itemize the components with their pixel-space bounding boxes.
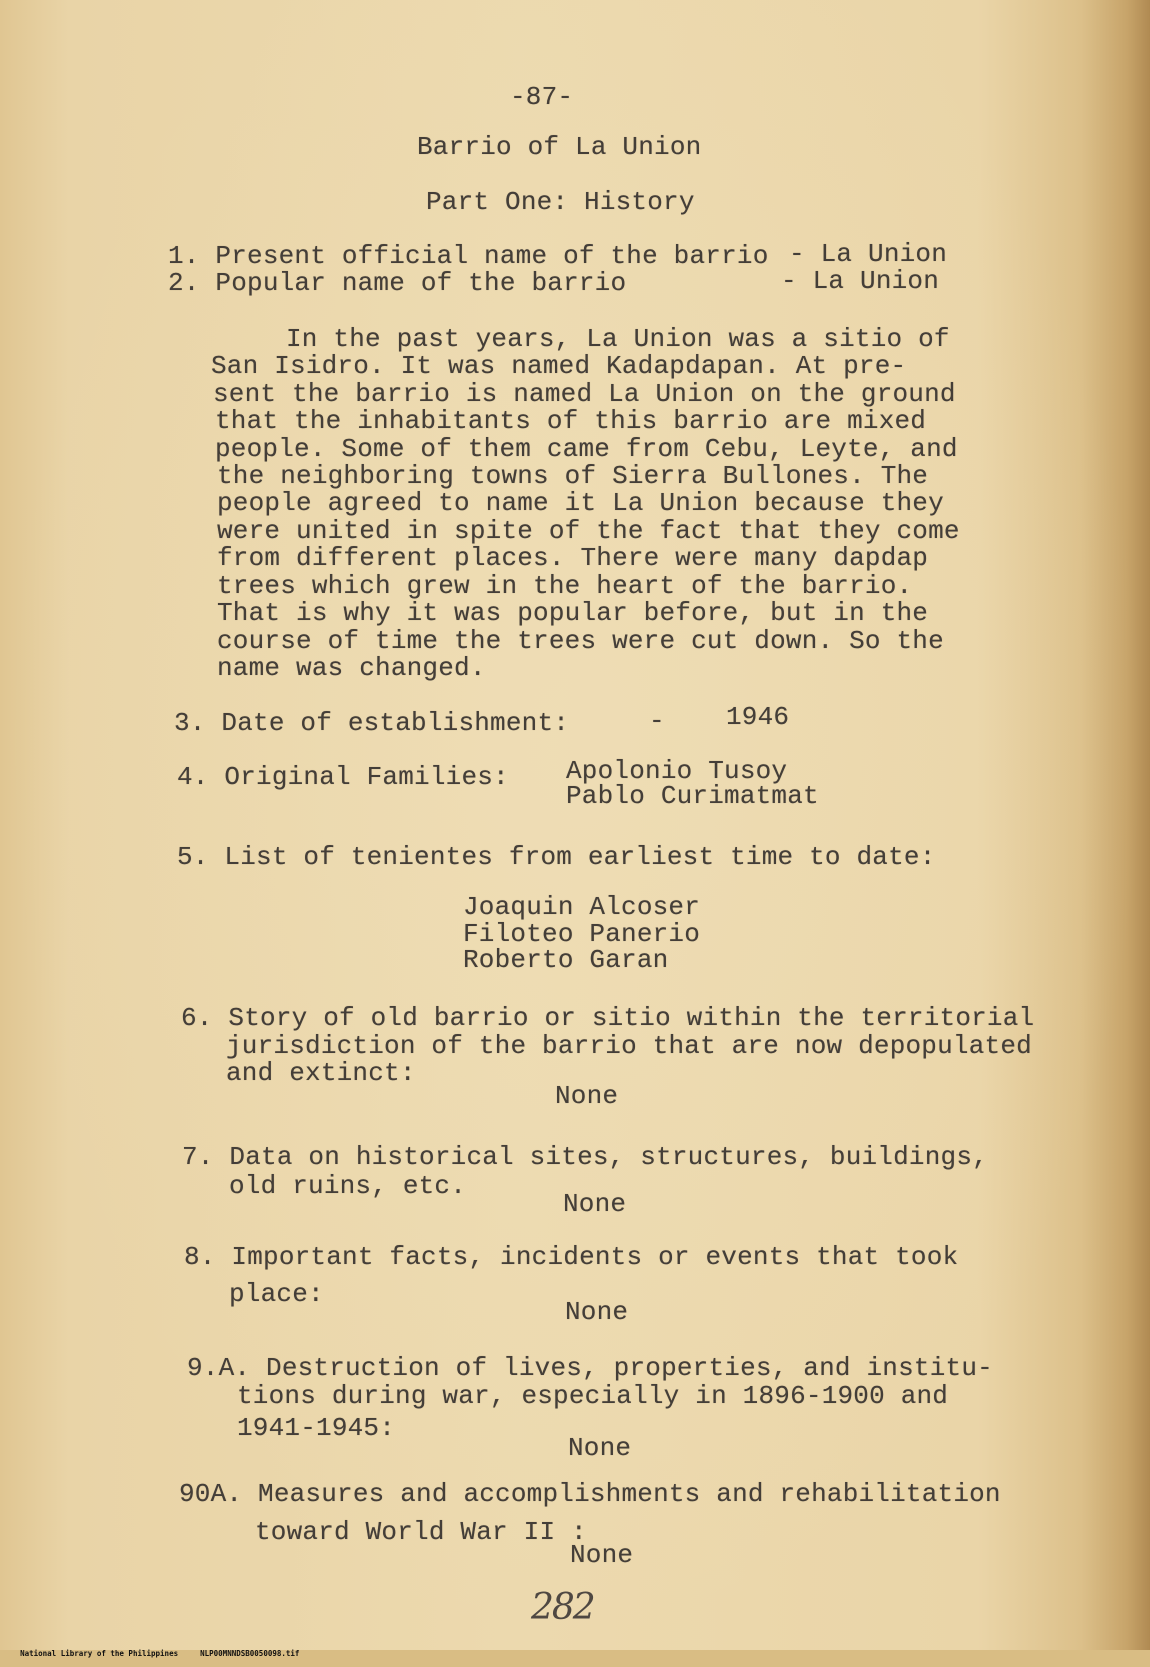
item-7-answer: None — [563, 1189, 627, 1219]
footer-library: National Library of the Philippines — [20, 1649, 179, 1658]
item-8-line: 8. Important facts, incidents or events that took — [184, 1242, 959, 1272]
teniente-name: Filoteo Panerio — [463, 919, 701, 949]
handwritten-page-number: 282 — [531, 1587, 594, 1628]
item-9a-answer: None — [568, 1433, 632, 1463]
teniente-name: Roberto Garan — [463, 945, 669, 975]
part-heading: Part One: History — [426, 187, 695, 217]
history-line: people agreed to name it La Union because they — [217, 488, 944, 518]
history-line: name was changed. — [217, 653, 486, 683]
history-line: from different places. There were many dapdap — [217, 543, 929, 573]
original-family: Apolonio Tusoy — [566, 756, 788, 786]
history-line: that the inhabitants of this barrio are mixed — [215, 406, 927, 436]
history-line: That is why it was popular before, but in the — [217, 598, 929, 628]
item-2-label: 2. Popular name of the barrio — [168, 268, 627, 298]
teniente-name: Joaquin Alcoser — [463, 892, 701, 922]
item-8-answer: None — [565, 1297, 629, 1327]
item-8-line: place: — [229, 1279, 324, 1309]
item-2-value: - La Union — [781, 266, 940, 296]
scan-footer — [2, 1640, 321, 1658]
history-line: In the past years, La Union was a sitio of — [286, 324, 950, 354]
item-5-label: 5. List of tenientes from earliest time to date: — [177, 842, 936, 872]
history-line: were united in spite of the fact that they come — [217, 516, 960, 546]
item-9b-answer: None — [570, 1540, 634, 1570]
item-9a-line: tions during war, especially in 1896-1900 and — [237, 1381, 949, 1411]
item-6-line: 6. Story of old barrio or sitio within the territorial — [181, 1003, 1035, 1033]
history-line: San Isidro. It was named Kadapdapan. At pre- — [211, 351, 907, 381]
history-line: people. Some of them came from Cebu, Leyte, and — [215, 434, 958, 464]
item-6-answer: None — [555, 1081, 619, 1111]
item-9a-line: 9.A. Destruction of lives, properties, and institu- — [187, 1353, 993, 1383]
item-9a-line: 1941-1945: — [237, 1413, 396, 1443]
item-1-label: 1. Present official name of the barrio — [168, 241, 769, 271]
footer-file: NLP00MNNDSB0050098.tif — [200, 1649, 300, 1658]
item-9b-line: toward World War II : — [255, 1517, 587, 1547]
original-family: Pablo Curimatmat — [566, 781, 819, 811]
item-7-line: old ruins, etc. — [229, 1171, 467, 1201]
item-1-value: - La Union — [789, 239, 948, 269]
item-3-label: 3. Date of establishment: — [174, 708, 570, 738]
page-number: -87- — [510, 82, 574, 112]
history-line: course of time the trees were cut down. So the — [217, 626, 944, 656]
history-line: sent the barrio is named La Union on the ground — [213, 379, 956, 409]
item-4-label: 4. Original Families: — [177, 762, 509, 792]
item-3-dash: - — [649, 706, 665, 736]
item-9b-line: 90A. Measures and accomplishments and rehabilitation — [179, 1479, 1001, 1509]
history-line: the neighboring towns of Sierra Bullones. The — [217, 461, 929, 491]
document-title: Barrio of La Union — [417, 132, 702, 162]
history-line: trees which grew in the heart of the barrio. — [217, 571, 913, 601]
item-7-line: 7. Data on historical sites, structures, buildings, — [182, 1142, 988, 1172]
item-6-line: and extinct: — [226, 1058, 416, 1088]
item-6-line: jurisdiction of the barrio that are now depopulated — [226, 1031, 1032, 1061]
item-3-value: 1946 — [726, 702, 790, 732]
